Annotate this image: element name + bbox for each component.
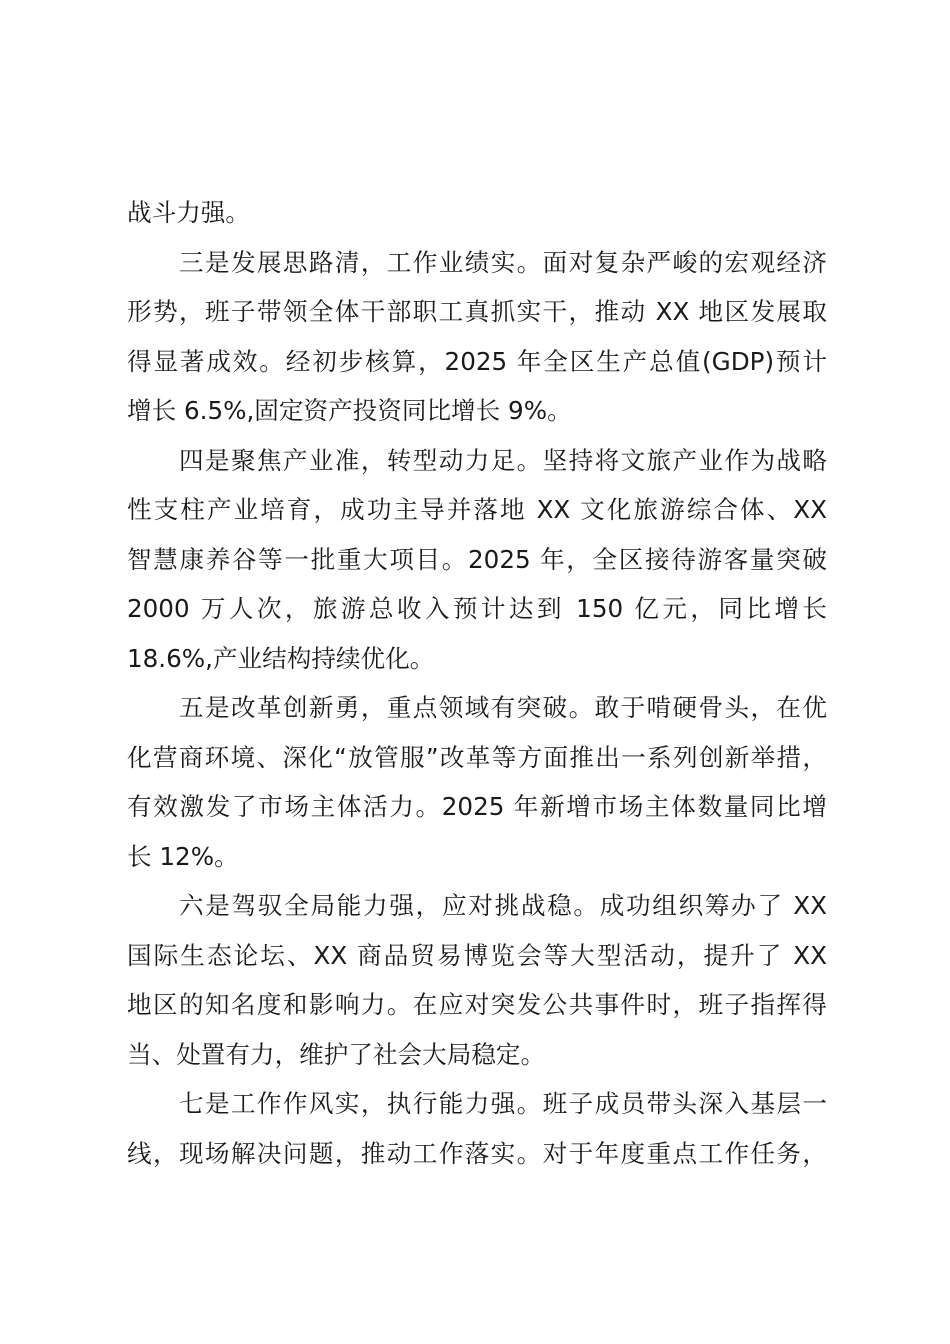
text-line: 当、处置有力，维护了社会大局稳定。 bbox=[127, 1039, 546, 1069]
text-line: 线，现场解决问题，推动工作落实。对于年度重点工作任务， bbox=[127, 1138, 827, 1168]
text-line: 化营商环境、深化“放管服”改革等方面推出一系列创新举措， bbox=[127, 742, 827, 772]
text-line: 战斗力强。 bbox=[127, 198, 250, 227]
text-line: 五是改革创新勇，重点领域有突破。敢于啃硬骨头，在优 bbox=[179, 693, 827, 722]
paragraph-development bbox=[127, 238, 827, 436]
text-line: 得显著成效。经初步核算，2025 年全区生产总值(GDP)预计 bbox=[127, 346, 827, 376]
text-line: 地区的知名度和影响力。在应对突发公共事件时，班子指挥得 bbox=[127, 990, 827, 1019]
paragraph-work-style bbox=[127, 1079, 827, 1178]
paragraph-overall-control bbox=[127, 881, 827, 1079]
text-line: 智慧康养谷等一批重大项目。2025 年，全区接待游客量突破 bbox=[127, 544, 827, 574]
text-line: 性支柱产业培育，成功主导并落地 XX 文化旅游综合体、XX bbox=[127, 495, 827, 524]
text-line: 2000 万人次，旅游总收入预计达到 150 亿元，同比增长 bbox=[127, 594, 827, 623]
text-line: 长 12%。 bbox=[127, 841, 239, 871]
text-line: 四是聚焦产业准，转型动力足。坚持将文旅产业作为战略 bbox=[179, 445, 827, 475]
text-line: 18.6%,产业结构持续优化。 bbox=[127, 643, 435, 673]
text-line: 形势，班子带领全体干部职工真抓实干，推动 XX 地区发展取 bbox=[127, 297, 827, 326]
paragraph-continuation bbox=[127, 188, 827, 238]
text-line: 三是发展思路清，工作业绩实。面对复杂严峻的宏观经济 bbox=[179, 247, 827, 277]
paragraph-reform bbox=[127, 683, 827, 881]
text-line: 有效激发了市场主体活力。2025 年新增市场主体数量同比增 bbox=[127, 792, 827, 821]
text-line: 七是工作作风实，执行能力强。班子成员带头深入基层一 bbox=[179, 1089, 827, 1118]
text-line: 六是驾驭全局能力强，应对挑战稳。成功组织筹办了 XX bbox=[179, 891, 827, 920]
text-line: 国际生态论坛、XX 商品贸易博览会等大型活动，提升了 XX bbox=[127, 940, 827, 970]
paragraph-industry bbox=[127, 436, 827, 684]
document-body bbox=[127, 188, 827, 1178]
text-line: 增长 6.5%,固定资产投资同比增长 9%。 bbox=[127, 396, 572, 425]
